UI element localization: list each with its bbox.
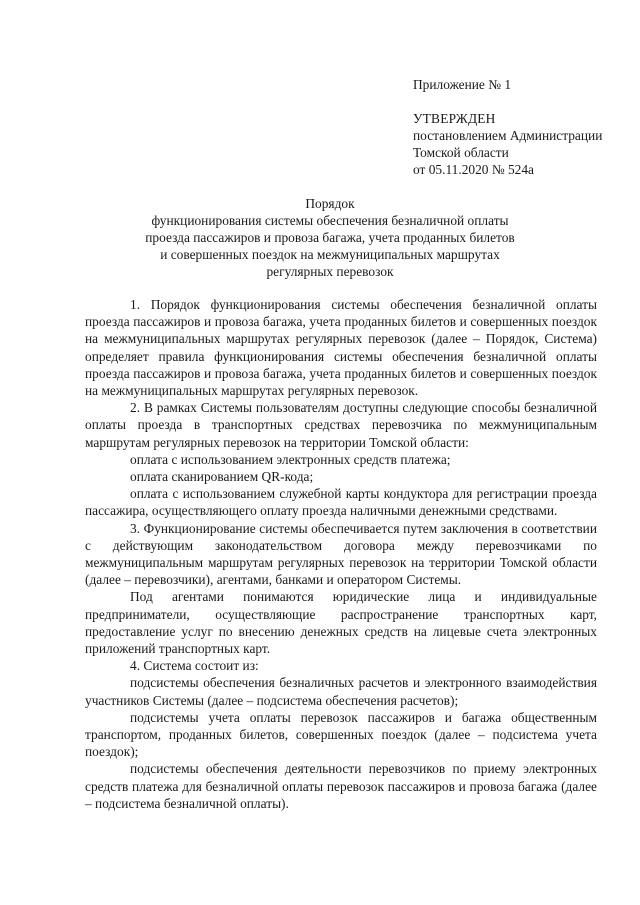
list-item: подсистемы учета оплаты перевозок пассажиров и багажа общественным транспортом, проданных билетов, совершенных поездок (далее – подсистема учета поездок); xyxy=(85,709,597,760)
title-line: Порядок xyxy=(305,196,355,211)
approval-line: постановлением Администрации xyxy=(413,128,603,143)
approval-date: от 05.11.2020 № 524а xyxy=(413,162,534,177)
list-item: оплата с использованием служебной карты кондуктора для регистрации проезда пассажира, осуществляющего оплату проезда наличными денежными средствами. xyxy=(85,486,597,519)
appendix-number: Приложение № 1 xyxy=(413,77,512,92)
approved-heading: УТВЕРЖДЕН xyxy=(413,111,496,126)
title-line: функционирования системы обеспечения безналичной оплаты xyxy=(151,213,509,228)
paragraph-4: 4. Система состоит из: xyxy=(130,658,259,674)
approval-line: Томской области xyxy=(413,145,509,160)
paragraph-3: 3. Функционирование системы обеспечивается путем заключения в соответствии с действующим законодательством договора между перевозчиками по межмуниципальным маршрутам регулярных перевозок на территории Томской области (далее – перевозчики), агентами, банками и оператором Системы. xyxy=(85,520,597,588)
approval-block xyxy=(413,76,628,178)
paragraph-1: 1. Порядок функционирования системы обеспечения безналичной оплаты проезда пассажиров и провоза багажа, учета проданных билетов и совершенных поездок на межмуниципальных маршрутах регулярных перевозок (далее – Порядок, Система) определяет правила функционирования системы обеспечения безналичной оплаты проезда пассажиров и провоза багажа, учета проданных билетов и совершенных поездок на межмуниципальных маршрутах регулярных перевозок. xyxy=(85,297,597,399)
list-item: оплата с использованием электронных средств платежа; xyxy=(130,451,451,467)
paragraph-2: 2. В рамках Системы пользователям доступны следующие способы безналичной оплаты проезда в транспортных средствах перевозчика по межмуниципальным маршрутам регулярных перевозок на территории Томской области: xyxy=(85,400,597,450)
title-line: и совершенных поездок на межмуниципальных маршрутах xyxy=(160,247,500,262)
title-line: регулярных перевозок xyxy=(266,264,394,279)
list-item: подсистемы обеспечения деятельности перевозчиков по приему электронных средств платежа для безналичной оплаты перевозок пассажиров и провоза багажа (далее – подсистема безналичной оплаты). xyxy=(85,761,597,811)
paragraph-3-agents: Под агентами понимаются юридические лица и индивидуальные предприниматели, осуществляющие распространение транспортных карт, предоставление услуг по внесению денежных средств на лицевые счета электронных приложений транспортных карт. xyxy=(85,589,597,657)
document-body xyxy=(85,296,597,812)
document-title xyxy=(60,195,600,280)
title-line: проезда пассажиров и провоза багажа, учета проданных билетов xyxy=(145,230,515,245)
list-item: оплата сканированием QR-кода; xyxy=(130,469,314,485)
list-item: подсистемы обеспечения безналичных расчетов и электронного взаимодействия участников Системы (далее – подсистема обеспечения расчетов); xyxy=(85,675,597,708)
